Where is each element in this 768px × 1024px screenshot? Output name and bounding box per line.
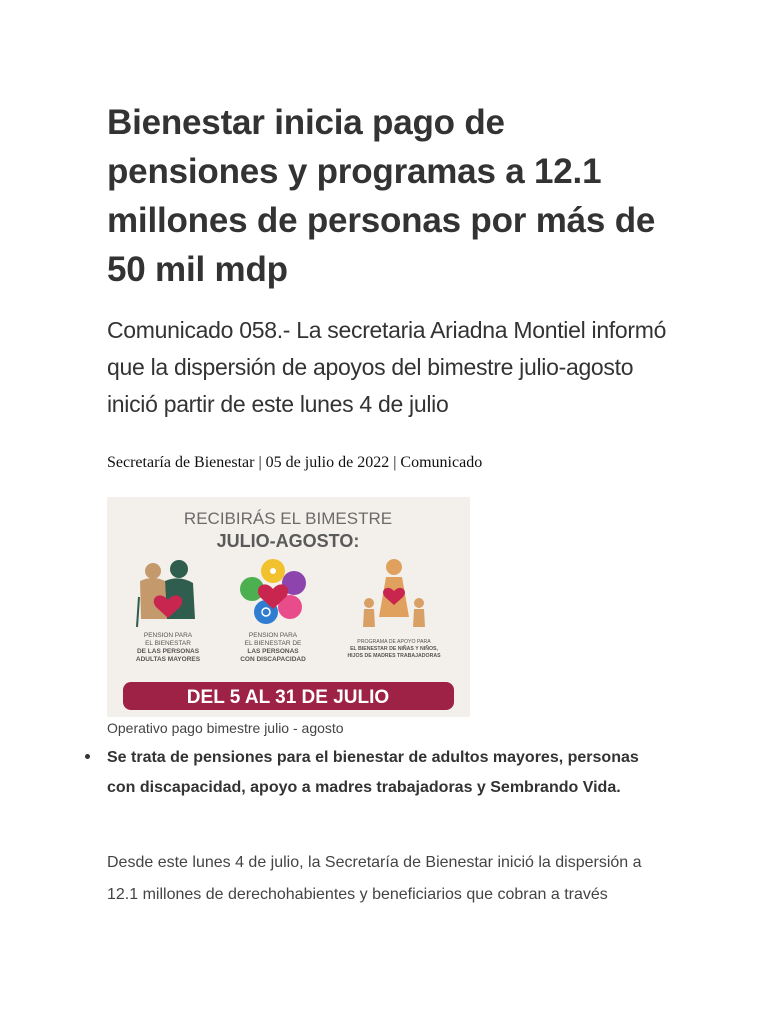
infographic (107, 497, 470, 717)
list-item (107, 743, 667, 803)
infographic-title-line2: JULIO-AGOSTO: (216, 531, 360, 551)
program3-line1: PROGRAMA DE APOYO PARA (357, 639, 431, 645)
program1-line3: DE LAS PERSONAS (136, 648, 200, 655)
article-byline: Secretaría de Bienestar | 05 de julio de 2022 | Comunicado (107, 454, 483, 471)
image-caption: Operativo pago bimestre julio - agosto (107, 720, 344, 736)
program1-line2: EL BIENESTAR (145, 640, 191, 647)
program2-line3: LAS PERSONAS (247, 648, 299, 655)
program3-line3: HIJOS DE MADRES TRABAJADORAS (347, 653, 441, 659)
article-subhead: Comunicado 058.- La secretaria Ariadna Montiel informó que la dispersión de apoyos del bimestre julio-agosto inició partir de este lunes 4 de julio (107, 317, 667, 417)
program1-line4: ADULTAS MAYORES (135, 656, 201, 663)
date-banner-text: DEL 5 AL 31 DE JULIO (186, 687, 390, 708)
infographic-title-line1: RECIBIRÁS EL BIMESTRE (183, 509, 393, 528)
article-image (107, 497, 470, 717)
program2-line2: EL BIENESTAR DE (244, 640, 302, 647)
list-item-text: Se trata de pensiones para el bienestar de adultos mayores, personas con discapacidad, apoyo a madres trabajadoras y Sembrando Vida. (107, 749, 639, 796)
bullet-icon (85, 754, 90, 759)
program3-line2: EL BIENESTAR DE NIÑAS Y NIÑOS, (350, 646, 438, 652)
program2-line1: PENSION PARA (248, 632, 298, 639)
body-paragraph: Desde este lunes 4 de julio, la Secretaría de Bienestar inició la dispersión a 12.1 millones de derechohabientes y beneficiarios que cobran a través (107, 854, 642, 903)
article-headline: Bienestar inicia pago de pensiones y programas a 12.1 millones de personas por más de 50 mil mdp (107, 103, 656, 289)
bullet-list (107, 743, 667, 803)
program2-line4: CON DISCAPACIDAD (240, 656, 306, 663)
program1-line1: PENSION PARA (143, 632, 193, 639)
